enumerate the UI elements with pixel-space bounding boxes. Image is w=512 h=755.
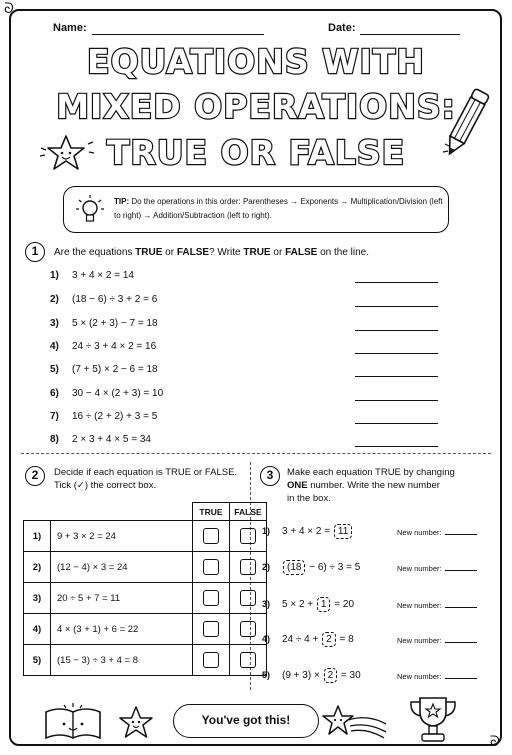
tip-box <box>63 186 449 233</box>
answer-line[interactable] <box>355 446 438 447</box>
lightbulb-icon <box>74 192 106 228</box>
equation-row <box>262 560 360 575</box>
table-row <box>24 552 267 583</box>
equation-row <box>50 388 163 399</box>
true-checkbox[interactable] <box>203 559 219 575</box>
table-row <box>24 583 267 614</box>
section-1-instruction: Are the equations TRUE or FALSE? Write TRUE or FALSE on the line. <box>54 247 370 258</box>
answer-line[interactable] <box>355 282 438 283</box>
false-checkbox[interactable] <box>240 559 256 575</box>
name-line[interactable] <box>92 34 264 35</box>
col-true-header: TRUE <box>193 503 230 521</box>
equation-prefix: (9 + 3) × <box>282 670 323 681</box>
equation-text: 9 + 3 × 2 = 24 <box>51 521 193 552</box>
equation-text: 20 ÷ 5 + 7 = 11 <box>51 583 193 614</box>
new-number-field[interactable] <box>397 528 477 537</box>
title-line-2: MIXED OPERATIONS: <box>56 87 456 126</box>
equation-suffix: − 6) ÷ 3 = 5 <box>306 562 361 573</box>
answer-line[interactable] <box>355 306 438 307</box>
item-number: 5) <box>262 670 271 680</box>
title-line-3: TRUE OR FALSE <box>106 133 406 172</box>
item-number: 2) <box>262 562 271 572</box>
corner-swirl-icon: ᘐ <box>4 0 14 16</box>
section-1-number: 1 <box>25 242 45 262</box>
section-3-number: 3 <box>260 466 280 486</box>
equation-row <box>50 411 157 422</box>
equation-text: 30 − 4 × (2 + 3) = 10 <box>72 388 164 399</box>
tip-text <box>114 195 444 223</box>
item-number: 3) <box>24 583 51 614</box>
item-number: 4) <box>262 634 271 644</box>
answer-line[interactable] <box>355 330 438 331</box>
section-2-instruction: Decide if each equation is TRUE or FALSE. Tick (✓) the correct box. <box>54 467 238 491</box>
answer-line[interactable] <box>355 353 438 354</box>
false-checkbox[interactable] <box>240 590 256 606</box>
equation-suffix: = 30 <box>338 670 361 681</box>
true-false-table <box>23 502 267 676</box>
item-number: 3) <box>50 318 59 329</box>
new-number-label: New number: <box>397 672 442 681</box>
item-number: 1) <box>24 521 51 552</box>
equation-prefix: 3 + 4 × 2 = <box>282 526 333 537</box>
item-number: 6) <box>50 388 59 399</box>
false-checkbox[interactable] <box>240 528 256 544</box>
equation-text: 5 × (2 + 3) − 7 = 18 <box>72 318 158 329</box>
encouragement-cloud: You've got this! <box>173 704 319 738</box>
number-box[interactable]: 11 <box>334 524 352 539</box>
equation-row <box>262 668 361 683</box>
equation-row <box>262 597 354 612</box>
new-number-label: New number: <box>397 564 442 573</box>
number-box[interactable]: (18 <box>283 560 305 575</box>
new-number-label: New number: <box>397 601 442 610</box>
equation-row <box>50 341 156 352</box>
new-number-label: New number: <box>397 636 442 645</box>
equation-row <box>50 434 151 445</box>
item-number: 4) <box>50 341 59 352</box>
false-checkbox[interactable] <box>240 621 256 637</box>
table-row <box>24 614 267 645</box>
new-number-field[interactable] <box>397 636 477 645</box>
answer-line[interactable] <box>355 376 438 377</box>
item-number: 5) <box>50 364 59 375</box>
item-number: 2) <box>24 552 51 583</box>
equation-row <box>50 364 158 375</box>
trophy-icon <box>404 692 462 746</box>
item-number: 1) <box>50 270 59 281</box>
name-label: Name: <box>53 22 87 34</box>
item-number: 4) <box>24 614 51 645</box>
date-label: Date: <box>328 22 356 34</box>
pencil-icon <box>441 82 491 164</box>
equation-row <box>50 270 134 281</box>
equation-suffix: = 20 <box>331 599 355 610</box>
equation-text: 2 × 3 + 4 × 5 = 34 <box>72 434 151 445</box>
item-number: 5) <box>24 645 51 676</box>
col-false-header: FALSE <box>230 503 267 521</box>
equation-prefix: 5 × 2 + <box>282 599 316 610</box>
number-box[interactable]: 1 <box>317 597 331 612</box>
section-2-number: 2 <box>25 466 45 486</box>
item-number: 7) <box>50 411 59 422</box>
new-number-label: New number: <box>397 528 442 537</box>
new-number-line[interactable] <box>445 642 477 643</box>
table-row <box>24 521 267 552</box>
equation-text: 16 ÷ (2 + 2) + 3 = 5 <box>72 411 158 422</box>
item-number: 2) <box>50 294 59 305</box>
equation-row <box>50 294 157 305</box>
smiling-star-icon <box>112 704 160 742</box>
smiling-book-icon <box>42 700 104 744</box>
new-number-line[interactable] <box>445 607 477 608</box>
smiling-star-icon <box>36 132 96 172</box>
equation-row <box>262 524 353 539</box>
item-number: 8) <box>50 434 59 445</box>
answer-line[interactable] <box>355 423 438 424</box>
equation-row <box>50 318 158 329</box>
new-number-field[interactable] <box>397 564 477 573</box>
equation-text: 3 + 4 × 2 = 14 <box>72 270 134 281</box>
new-number-line[interactable] <box>445 534 477 535</box>
section-3-instruction: Make each equation TRUE by changing ONE number. Write the new number in the box. <box>287 467 455 504</box>
title-line-1: EQUATIONS WITH <box>87 42 425 81</box>
equation-row <box>262 632 354 647</box>
table-row <box>24 645 267 676</box>
item-number: 1) <box>262 526 271 536</box>
true-checkbox[interactable] <box>203 652 219 668</box>
corner-swirl-icon: ᘐ <box>490 733 500 749</box>
new-number-line[interactable] <box>445 570 477 571</box>
date-line[interactable] <box>360 34 460 35</box>
false-checkbox[interactable] <box>240 652 256 668</box>
tip-body: Do the operations in this order: Parentheses → Exponents → Multiplication/Division (left to right) → Addition/Subtraction (left to right). <box>114 197 443 220</box>
equation-text: (7 + 5) × 2 − 6 = 18 <box>72 364 158 375</box>
new-number-line[interactable] <box>445 678 477 679</box>
equation-suffix: = 8 <box>336 634 354 645</box>
number-box[interactable]: 2 <box>324 668 338 683</box>
shooting-star-icon <box>318 698 390 742</box>
equation-text: (18 − 6) ÷ 3 + 2 = 6 <box>72 294 158 305</box>
answer-line[interactable] <box>355 400 438 401</box>
true-checkbox[interactable] <box>203 590 219 606</box>
new-number-field[interactable] <box>397 672 477 681</box>
equation-text: (15 − 3) ÷ 3 + 4 = 8 <box>51 645 193 676</box>
true-checkbox[interactable] <box>203 528 219 544</box>
number-box[interactable]: 2 <box>322 632 336 647</box>
section-divider <box>21 453 491 454</box>
equation-prefix: 24 ÷ 4 + <box>282 634 322 645</box>
new-number-field[interactable] <box>397 601 477 610</box>
item-number: 3) <box>262 599 271 609</box>
equation-text: 24 ÷ 3 + 4 × 2 = 16 <box>72 341 157 352</box>
equation-text: (12 − 4) × 3 = 24 <box>51 552 193 583</box>
true-checkbox[interactable] <box>203 621 219 637</box>
tip-label: TIP: <box>114 197 130 206</box>
equation-text: 4 × (3 + 1) + 6 = 22 <box>51 614 193 645</box>
